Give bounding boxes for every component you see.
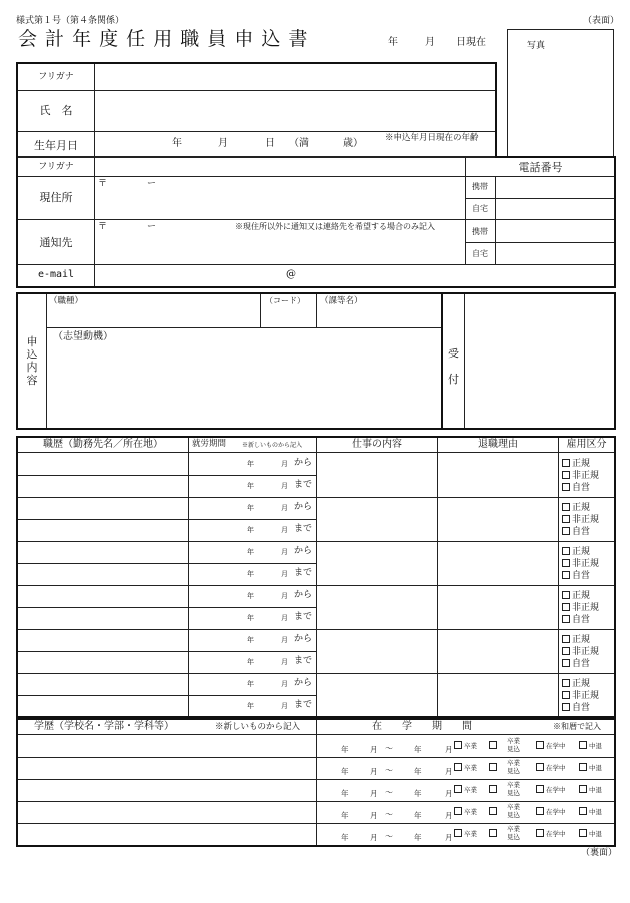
- dob-age-close: 歳）: [343, 138, 363, 149]
- career-to-month: 月: [281, 570, 288, 578]
- career-job-input[interactable]: [19, 454, 188, 497]
- career-job-header: 職歴（勤務先名／所在地）: [43, 439, 163, 450]
- career-work-input[interactable]: [317, 586, 437, 629]
- career-type-option[interactable]: [562, 515, 599, 525]
- dept-input[interactable]: [317, 294, 441, 327]
- career-period-row: [189, 453, 316, 497]
- address-home-label: 自宅: [472, 204, 488, 213]
- contact-label: 通知先: [39, 236, 73, 249]
- career-to-year: 年: [247, 482, 254, 490]
- dob-input[interactable]: [95, 132, 385, 156]
- career-work-input[interactable]: [317, 498, 437, 541]
- career-type-label: 正規: [572, 591, 591, 601]
- edu-from-year: 年: [341, 833, 349, 842]
- career-period-row: [189, 629, 316, 673]
- phone-header: 電話番号: [518, 161, 563, 174]
- dob-label: 生年月日: [34, 139, 78, 152]
- contact-postal: 〒: [98, 222, 108, 232]
- checkbox-icon[interactable]: [562, 503, 570, 511]
- career-type-label: 自営: [572, 527, 591, 537]
- checkbox-icon[interactable]: [489, 741, 497, 749]
- edu-tilde: 〜: [385, 744, 393, 753]
- career-to-month: 月: [281, 526, 288, 534]
- checkbox-icon[interactable]: [562, 459, 570, 467]
- edu-graduated-option[interactable]: 卒業: [454, 807, 477, 816]
- career-type-label: 非正規: [572, 647, 600, 657]
- career-to-label: まで: [294, 612, 313, 622]
- career-job-input[interactable]: [19, 674, 188, 717]
- edu-enrolled-option[interactable]: 在学中: [536, 829, 566, 838]
- career-type-label: 非正規: [572, 559, 600, 569]
- email-label: e-mail: [37, 269, 75, 280]
- checkbox-icon[interactable]: [562, 615, 570, 623]
- edu-expected-checkbox[interactable]: [489, 807, 499, 817]
- position-input[interactable]: [47, 294, 260, 327]
- edu-dropout-option[interactable]: 中退: [579, 785, 602, 794]
- education-period-row: [317, 823, 614, 845]
- edu-expected-label: 卒業 見込: [507, 803, 520, 819]
- career-reason-input[interactable]: [438, 542, 558, 585]
- career-period-row: [189, 585, 316, 629]
- education-period-row: [317, 735, 614, 757]
- career-type-label: 自営: [572, 483, 591, 493]
- code-label: （コード）: [265, 296, 305, 305]
- checkbox-icon[interactable]: [536, 763, 544, 771]
- career-job-input[interactable]: [19, 586, 188, 629]
- edu-from-year: 年: [341, 789, 349, 798]
- career-to-year: 年: [247, 570, 254, 578]
- edu-enrolled-option[interactable]: 在学中: [536, 741, 566, 750]
- edu-graduated-option[interactable]: 卒業: [454, 785, 477, 794]
- edu-dropout-option[interactable]: 中退: [579, 763, 602, 772]
- edu-enrolled-option[interactable]: 在学中: [536, 763, 566, 772]
- contact-home-label: 自宅: [472, 249, 488, 258]
- checkbox-icon[interactable]: [536, 785, 544, 793]
- checkbox-icon[interactable]: [562, 471, 570, 479]
- career-newest-note: ※新しいものから記入: [242, 442, 303, 449]
- career-type-option[interactable]: [562, 471, 599, 481]
- career-reason-input[interactable]: [438, 630, 558, 673]
- edu-from-month: 月: [370, 789, 378, 798]
- career-from-year: 年: [247, 504, 254, 512]
- career-from-month: 月: [281, 592, 288, 600]
- edu-tilde: 〜: [385, 832, 393, 841]
- checkbox-icon[interactable]: [454, 807, 462, 815]
- checkbox-icon[interactable]: [562, 659, 570, 667]
- career-period-row: [189, 541, 316, 585]
- career-from-label: から: [294, 458, 313, 468]
- checkbox-icon[interactable]: [562, 679, 570, 687]
- position-label: （職種）: [49, 296, 84, 306]
- edu-expected-label: 卒業 見込: [507, 737, 520, 753]
- checkbox-icon[interactable]: [562, 691, 570, 699]
- career-type-header: 雇用区分: [566, 439, 607, 450]
- education-era-note: ※和暦で記入: [553, 722, 601, 731]
- career-period-header: 就労期間: [192, 439, 227, 449]
- checkbox-icon[interactable]: [562, 647, 570, 655]
- career-job-input[interactable]: [19, 498, 188, 541]
- checkbox-icon[interactable]: [579, 763, 587, 771]
- career-type-option[interactable]: [562, 527, 590, 537]
- dob-year: 年: [172, 138, 182, 149]
- edu-expected-label: 卒業 見込: [507, 781, 520, 797]
- reception-area: [465, 294, 614, 428]
- career-type-label: 正規: [572, 459, 591, 469]
- career-from-month: 月: [281, 680, 288, 688]
- dob-note: ※申込年月日現在の年齢: [385, 133, 479, 143]
- edu-from-year: 年: [341, 811, 349, 820]
- education-period-row: [317, 757, 614, 779]
- career-work-header: 仕事の内容: [352, 439, 402, 450]
- edu-to-year: 年: [414, 745, 422, 754]
- career-type-option[interactable]: [562, 615, 590, 625]
- career-to-year: 年: [247, 526, 254, 534]
- edu-from-month: 月: [370, 833, 378, 842]
- back-side-label: （裏面）: [581, 848, 618, 858]
- education-period-row: [317, 801, 614, 823]
- edu-expected-checkbox[interactable]: [489, 785, 499, 795]
- email-input[interactable]: [95, 265, 614, 286]
- edu-dropout-option[interactable]: 中退: [579, 741, 602, 750]
- name-input[interactable]: [95, 91, 495, 131]
- career-from-label: から: [294, 502, 313, 512]
- checkbox-icon[interactable]: [536, 807, 544, 815]
- dob-age-open: （満: [289, 138, 309, 149]
- career-work-input[interactable]: [317, 630, 437, 673]
- checkbox-icon[interactable]: [536, 829, 544, 837]
- address-mobile-label: 携帯: [472, 182, 488, 191]
- checkbox-icon[interactable]: [562, 603, 570, 611]
- edu-expected-checkbox[interactable]: [489, 741, 499, 751]
- career-from-year: 年: [247, 680, 254, 688]
- edu-expected-checkbox[interactable]: [489, 829, 499, 839]
- contact-mobile-label: 携帯: [472, 227, 488, 236]
- edu-to-year: 年: [414, 833, 422, 842]
- furigana-input[interactable]: [95, 64, 495, 90]
- edu-graduated-option[interactable]: 卒業: [454, 763, 477, 772]
- education-school-input[interactable]: [19, 780, 316, 801]
- career-from-label: から: [294, 590, 313, 600]
- career-reason-input[interactable]: [438, 498, 558, 541]
- checkbox-icon[interactable]: [579, 829, 587, 837]
- education-school-input[interactable]: [19, 824, 316, 845]
- career-job-input[interactable]: [19, 542, 188, 585]
- checkbox-icon[interactable]: [562, 527, 570, 535]
- edu-graduated-option[interactable]: 卒業: [454, 741, 477, 750]
- reception-label: 受 付: [448, 347, 459, 386]
- career-type-label: 非正規: [572, 603, 600, 613]
- page-title: 会 計 年 度 任 用 職 員 申 込 書: [18, 28, 309, 50]
- checkbox-icon[interactable]: [489, 785, 497, 793]
- career-type-option[interactable]: [562, 459, 590, 469]
- career-type-label: 自営: [572, 659, 591, 669]
- career-type-option[interactable]: [562, 679, 590, 689]
- career-type-label: 非正規: [572, 471, 600, 481]
- career-type-label: 正規: [572, 503, 591, 513]
- checkbox-icon[interactable]: [562, 559, 570, 567]
- education-period-header: 在 学 期 間: [372, 721, 472, 732]
- edu-enrolled-option[interactable]: 在学中: [536, 785, 566, 794]
- edu-to-month: 月: [445, 811, 453, 820]
- education-school-input[interactable]: [19, 736, 316, 757]
- career-from-month: 月: [281, 548, 288, 556]
- career-type-label: 正規: [572, 635, 591, 645]
- address-furigana-input[interactable]: [95, 158, 465, 176]
- checkbox-icon[interactable]: [536, 741, 544, 749]
- dob-day: 日: [265, 138, 275, 149]
- edu-expected-label: 卒業 見込: [507, 825, 520, 841]
- edu-tilde: 〜: [385, 788, 393, 797]
- career-from-year: 年: [247, 636, 254, 644]
- career-to-label: まで: [294, 568, 313, 578]
- career-from-year: 年: [247, 592, 254, 600]
- career-to-year: 年: [247, 702, 254, 710]
- checkbox-icon[interactable]: [489, 829, 497, 837]
- career-to-month: 月: [281, 702, 288, 710]
- career-from-label: から: [294, 678, 313, 688]
- career-work-input[interactable]: [317, 542, 437, 585]
- education-newest-note: ※新しいものから記入: [215, 722, 301, 732]
- career-to-year: 年: [247, 614, 254, 622]
- education-school-input[interactable]: [19, 758, 316, 779]
- motive-label: （志望動機）: [53, 331, 113, 342]
- career-type-label: 非正規: [572, 691, 600, 701]
- edu-from-month: 月: [370, 811, 378, 820]
- dept-label: （課等名）: [320, 296, 363, 306]
- checkbox-icon[interactable]: [562, 591, 570, 599]
- career-from-label: から: [294, 546, 313, 556]
- edu-from-month: 月: [370, 767, 378, 776]
- dob-month: 月: [218, 138, 228, 149]
- career-type-option[interactable]: [562, 503, 590, 513]
- career-type-label: 自営: [572, 615, 591, 625]
- edu-to-month: 月: [445, 833, 453, 842]
- date-day-label: 日現在: [456, 37, 486, 48]
- edu-from-year: 年: [341, 767, 349, 776]
- contact-mobile-input[interactable]: [496, 220, 614, 242]
- career-type-option[interactable]: [562, 547, 590, 557]
- motive-input[interactable]: [47, 328, 441, 428]
- edu-to-month: 月: [445, 767, 453, 776]
- edu-expected-checkbox[interactable]: [489, 763, 499, 773]
- career-to-label: まで: [294, 480, 313, 490]
- checkbox-icon[interactable]: [562, 703, 570, 711]
- career-type-label: 自営: [572, 571, 591, 581]
- career-type-option[interactable]: [562, 659, 590, 669]
- checkbox-icon[interactable]: [579, 807, 587, 815]
- checkbox-icon[interactable]: [454, 741, 462, 749]
- application-label: 申 込 内 容: [26, 335, 38, 387]
- address-postal: 〒: [98, 179, 108, 189]
- career-from-label: から: [294, 634, 313, 644]
- code-input[interactable]: [261, 294, 316, 327]
- contact-dash: ー: [147, 222, 157, 232]
- career-type-option[interactable]: [562, 647, 599, 657]
- checkbox-icon[interactable]: [579, 741, 587, 749]
- education-school-input[interactable]: [19, 802, 316, 823]
- checkbox-icon[interactable]: [562, 515, 570, 523]
- education-school-header: 学歴（学校名・学部・学科等）: [34, 721, 174, 732]
- career-period-row: [189, 497, 316, 541]
- address-label: 現住所: [39, 191, 73, 204]
- career-to-month: 月: [281, 614, 288, 622]
- career-type-option[interactable]: [562, 635, 590, 645]
- checkbox-icon[interactable]: [579, 785, 587, 793]
- career-reason-header: 退職理由: [478, 439, 518, 450]
- checkbox-icon[interactable]: [489, 807, 497, 815]
- career-job-input[interactable]: [19, 630, 188, 673]
- career-period-row: [189, 673, 316, 717]
- career-to-month: 月: [281, 658, 288, 666]
- career-type-option[interactable]: [562, 703, 590, 713]
- checkbox-icon[interactable]: [562, 483, 570, 491]
- checkbox-icon[interactable]: [489, 763, 497, 771]
- education-period-row: [317, 779, 614, 801]
- career-to-month: 月: [281, 482, 288, 490]
- edu-to-month: 月: [445, 745, 453, 754]
- edu-graduated-option[interactable]: 卒業: [454, 829, 477, 838]
- career-reason-input[interactable]: [438, 586, 558, 629]
- date-month-label: 月: [425, 37, 435, 48]
- photo-title: 写真: [527, 41, 546, 51]
- career-to-year: 年: [247, 658, 254, 666]
- career-type-option[interactable]: [562, 603, 599, 613]
- furigana2-label: フリガナ: [38, 162, 74, 172]
- career-reason-input[interactable]: [438, 454, 558, 497]
- name-label: 氏 名: [39, 104, 73, 117]
- address-home-input[interactable]: [496, 199, 614, 219]
- checkbox-icon[interactable]: [562, 571, 570, 579]
- career-from-month: 月: [281, 636, 288, 644]
- edu-to-year: 年: [414, 767, 422, 776]
- front-side-label: （表面）: [583, 16, 620, 26]
- career-work-input[interactable]: [317, 454, 437, 497]
- career-type-label: 非正規: [572, 515, 600, 525]
- career-to-label: まで: [294, 656, 313, 666]
- career-type-label: 自営: [572, 703, 591, 713]
- career-from-month: 月: [281, 460, 288, 468]
- checkbox-icon[interactable]: [454, 829, 462, 837]
- checkbox-icon[interactable]: [454, 785, 462, 793]
- career-from-year: 年: [247, 548, 254, 556]
- career-type-option[interactable]: [562, 691, 599, 701]
- address-mobile-input[interactable]: [496, 177, 614, 198]
- form-number: 様式第１号（第４条関係）: [16, 16, 125, 26]
- edu-to-year: 年: [414, 811, 422, 820]
- career-type-option[interactable]: [562, 571, 590, 581]
- edu-to-year: 年: [414, 789, 422, 798]
- edu-from-year: 年: [341, 745, 349, 754]
- career-reason-input[interactable]: [438, 674, 558, 717]
- edu-tilde: 〜: [385, 810, 393, 819]
- career-to-label: まで: [294, 700, 313, 710]
- date-year-label: 年: [388, 37, 398, 48]
- contact-note: ※現住所以外に通知又は連絡先を希望する場合のみ記入: [235, 222, 435, 231]
- edu-tilde: 〜: [385, 766, 393, 775]
- edu-to-month: 月: [445, 789, 453, 798]
- career-type-option[interactable]: [562, 559, 599, 569]
- contact-home-input[interactable]: [496, 243, 614, 264]
- furigana-label: フリガナ: [38, 72, 74, 82]
- address-dash: ー: [147, 179, 157, 189]
- career-to-label: まで: [294, 524, 313, 534]
- checkbox-icon[interactable]: [562, 635, 570, 643]
- edu-expected-label: 卒業 見込: [507, 759, 520, 775]
- career-type-label: 正規: [572, 547, 591, 557]
- career-type-option[interactable]: [562, 483, 590, 493]
- edu-dropout-option[interactable]: 中退: [579, 807, 602, 816]
- email-at: @: [286, 269, 296, 280]
- checkbox-icon[interactable]: [562, 547, 570, 555]
- career-type-label: 正規: [572, 679, 591, 689]
- career-from-month: 月: [281, 504, 288, 512]
- checkbox-icon[interactable]: [454, 763, 462, 771]
- career-from-year: 年: [247, 460, 254, 468]
- edu-from-month: 月: [370, 745, 378, 754]
- career-work-input[interactable]: [317, 674, 437, 717]
- edu-enrolled-option[interactable]: 在学中: [536, 807, 566, 816]
- career-type-option[interactable]: [562, 591, 590, 601]
- edu-dropout-option[interactable]: 中退: [579, 829, 602, 838]
